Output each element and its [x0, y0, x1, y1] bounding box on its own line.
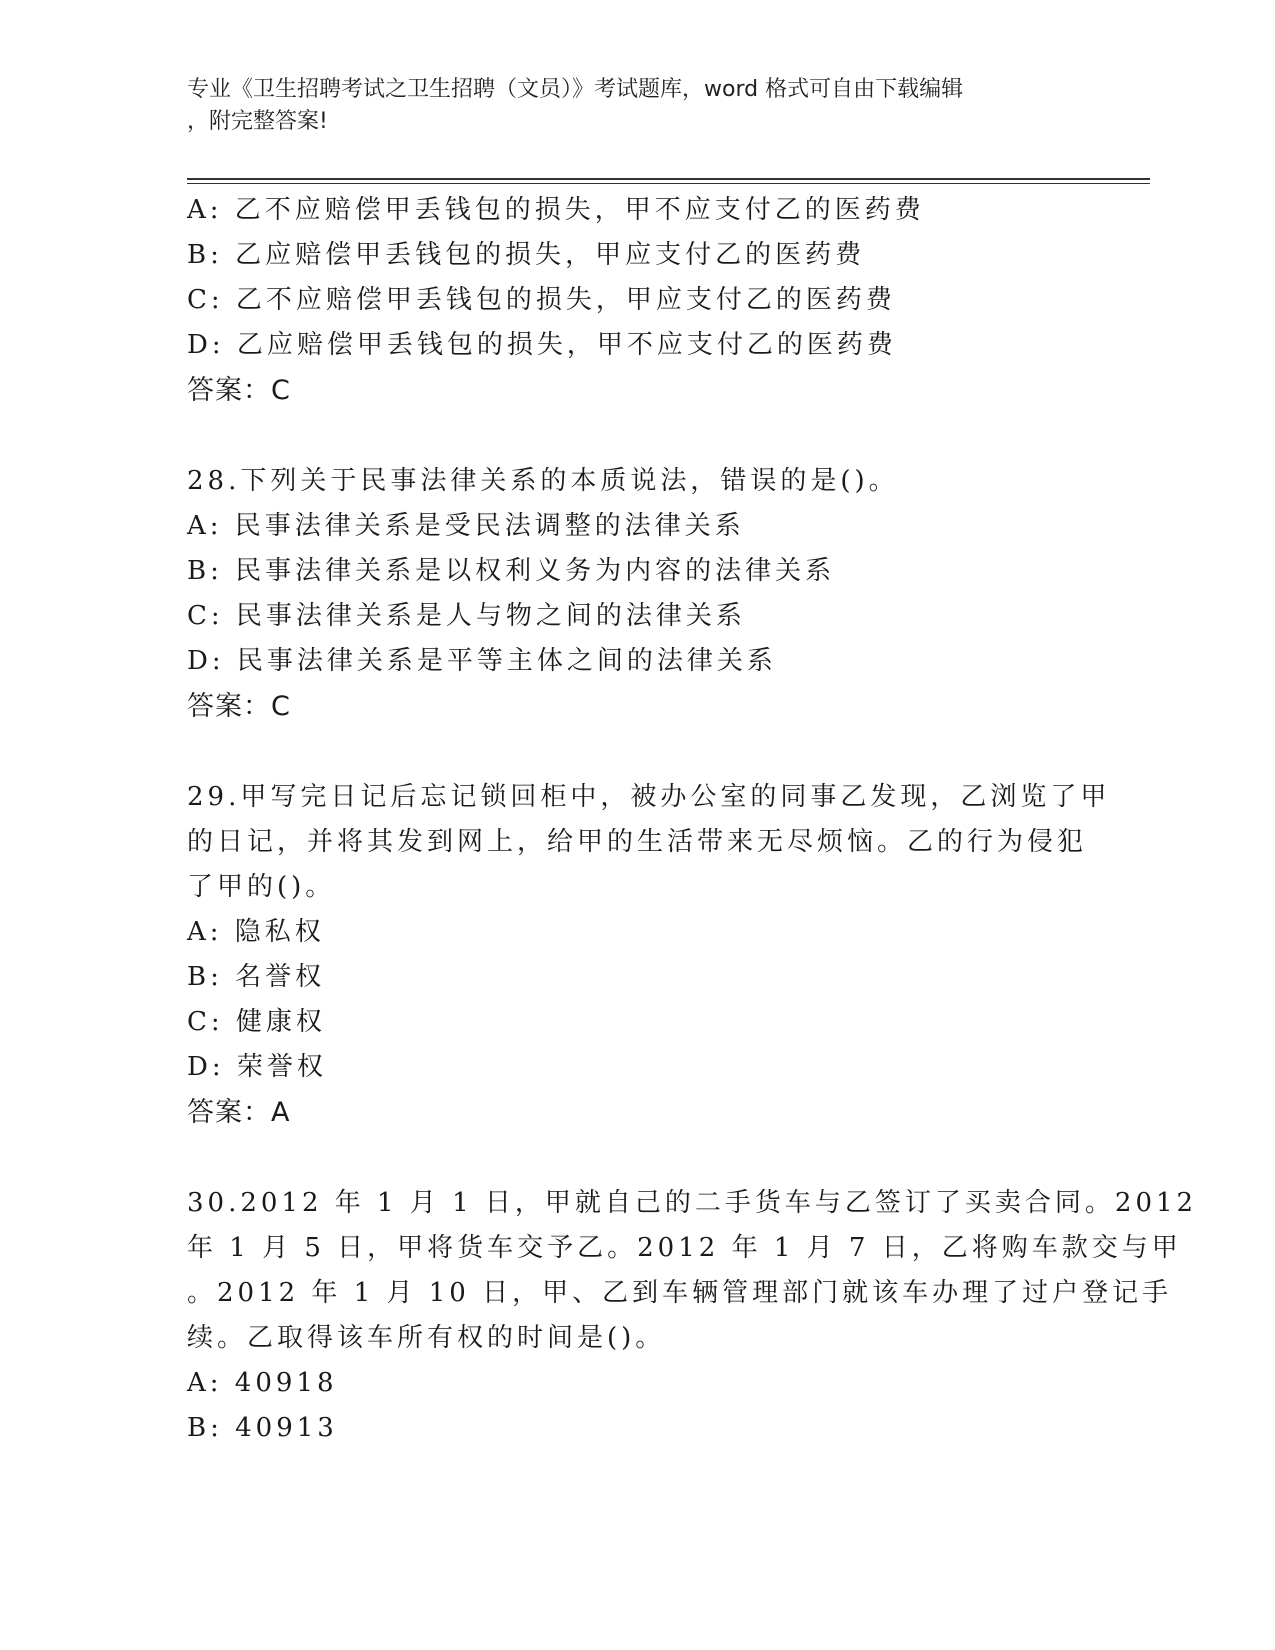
- header-line-1: 专业《卫生招聘考试之卫生招聘（文员）》考试题库，word 格式可自由下载编辑: [187, 77, 964, 102]
- answer: 答案：C: [187, 375, 291, 406]
- option-a: A: 乙不应赔偿甲丢钱包的损失，甲不应支付乙的医药费: [187, 195, 925, 225]
- question-stem: 续。乙取得该车所有权的时间是()。: [187, 1323, 666, 1353]
- question-stem: 的日记，并将其发到网上，给甲的生活带来无尽烦恼。乙的行为侵犯: [187, 827, 1088, 857]
- option-c: C: 民事法律关系是人与物之间的法律关系: [187, 601, 746, 631]
- option-c: C: 乙不应赔偿甲丢钱包的损失，甲应支付乙的医药费: [187, 285, 896, 315]
- option-a: A: 隐私权: [187, 917, 325, 947]
- question-stem: 了甲的()。: [187, 872, 336, 902]
- option-a: A: 民事法律关系是受民法调整的法律关系: [187, 511, 745, 541]
- option-b: B: 民事法律关系是以权利义务为内容的法律关系: [187, 556, 836, 586]
- option-d: D: 民事法律关系是平等主体之间的法律关系: [187, 646, 777, 676]
- answer: 答案：C: [187, 691, 291, 722]
- option-b: B: 40913: [187, 1413, 338, 1443]
- option-a: A: 40918: [187, 1368, 338, 1398]
- option-c: C: 健康权: [187, 1007, 326, 1037]
- option-b: B: 名誉权: [187, 962, 326, 992]
- document-header: [187, 74, 1087, 138]
- question-28: [187, 459, 1087, 730]
- question-stem: 29.甲写完日记后忘记锁回柜中，被办公室的同事乙发现，乙浏览了甲: [187, 782, 1111, 812]
- question-stem: 28.下列关于民事法律关系的本质说法，错误的是()。: [187, 466, 899, 496]
- question-30: [187, 1181, 1198, 1451]
- header-divider-thick: [187, 178, 1150, 180]
- question-list: [187, 188, 1198, 1451]
- question-stem: 。2012 年 1 月 10 日，甲、乙到车辆管理部门就该车办理了过户登记手: [187, 1278, 1173, 1308]
- option-d: D: 乙应赔偿甲丢钱包的损失，甲不应支付乙的医药费: [187, 330, 897, 360]
- question-27: [187, 188, 1087, 414]
- question-stem: 30.2012 年 1 月 1 日，甲就自己的二手货车与乙签订了买卖合同。2012: [187, 1188, 1198, 1218]
- question-29: [187, 775, 1111, 1136]
- question-stem: 年 1 月 5 日，甲将货车交予乙。2012 年 1 月 7 日，乙将购车款交与甲: [187, 1233, 1182, 1263]
- option-b: B: 乙应赔偿甲丢钱包的损失，甲应支付乙的医药费: [187, 240, 866, 270]
- option-d: D: 荣誉权: [187, 1052, 327, 1082]
- answer: 答案：A: [187, 1097, 291, 1128]
- header-line-2: ，附完整答案!: [187, 109, 328, 134]
- header-divider-thin: [187, 183, 1150, 184]
